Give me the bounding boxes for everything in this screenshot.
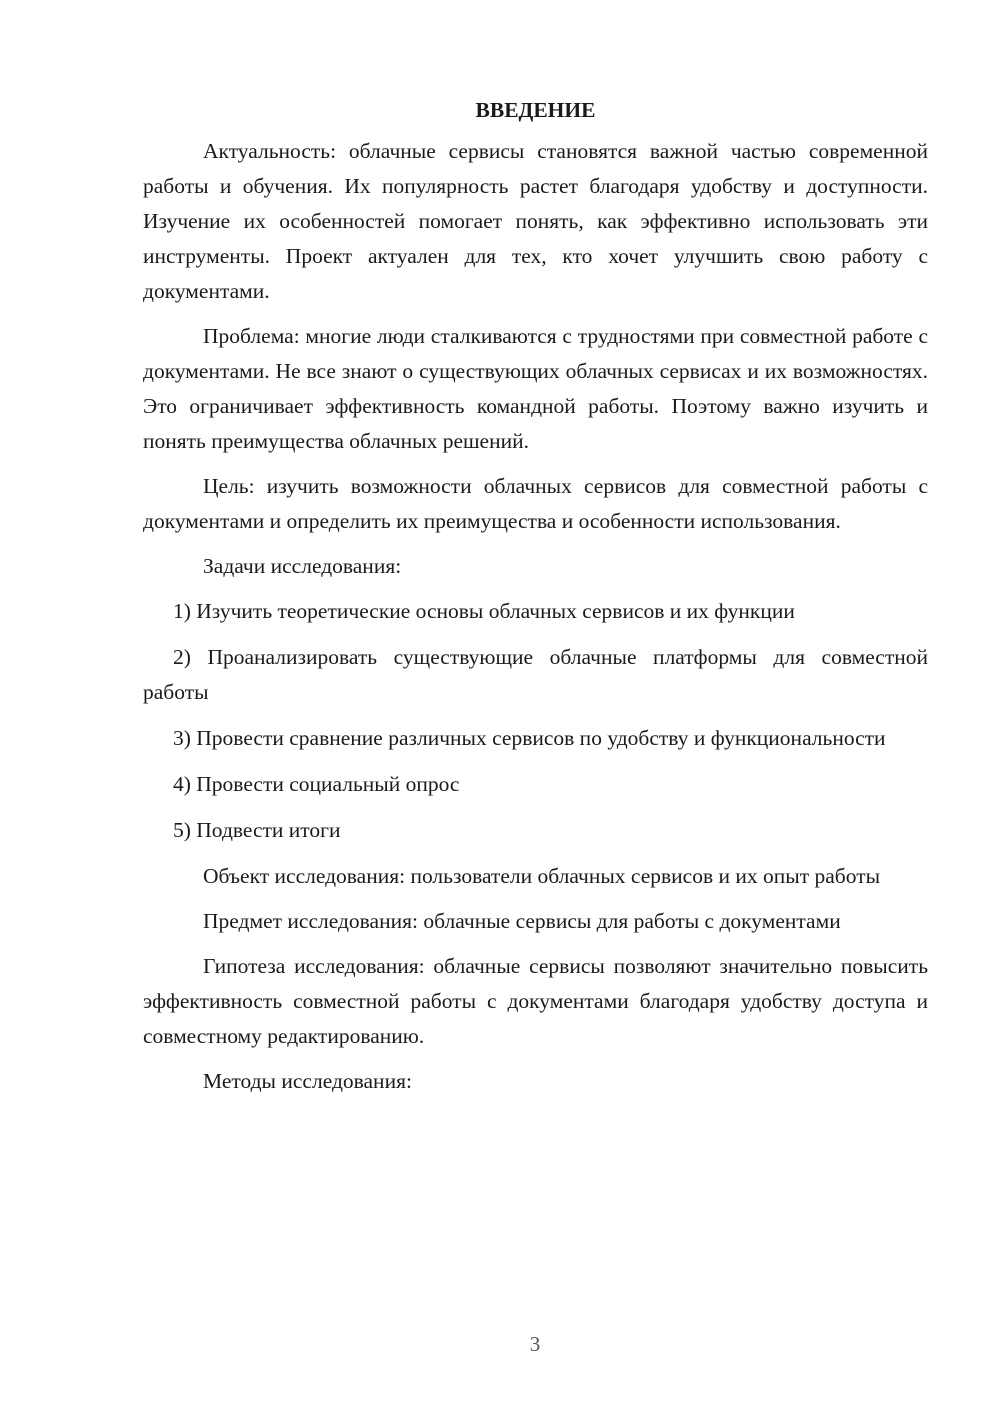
page-title: ВВЕДЕНИЕ <box>475 98 596 122</box>
paragraph-hypothesis: Гипотеза исследования: облачные сервисы позволяют значительно повысить эффективность совместной работы с документами благодаря удобству доступа и совместному редактированию. <box>143 954 928 1048</box>
list-item: 4) Провести социальный опрос <box>173 772 460 796</box>
tasks-heading: Задачи исследования: <box>203 554 402 578</box>
paragraph-relevance: Актуальность: облачные сервисы становятся важной частью современной работы и обучения. Их популярность растет благодаря удобству и доступности. Изучение их особенностей помогает понять, как эффективно использовать эти инструменты. Проект актуален для тех, кто хочет улучшить свою работу с документами. <box>143 139 928 303</box>
list-item: 1) Изучить теоретические основы облачных сервисов и их функции <box>173 599 795 623</box>
paragraph-problem: Проблема: многие люди сталкиваются с трудностями при совместной работе с документами. Не все знают о существующих облачных сервисах и их возможностях. Это ограничивает эффективность командной работы. Поэтому важно изучить и понять преимущества облачных решений. <box>143 324 928 453</box>
paragraph-object: Объект исследования: пользователи облачных сервисов и их опыт работы <box>203 864 881 888</box>
list-item: 2) Проанализировать существующие облачные платформы для совместной работы <box>143 645 928 704</box>
page-number: 3 <box>529 1332 541 1356</box>
paragraph-subject: Предмет исследования: облачные сервисы для работы с документами <box>203 909 841 933</box>
methods-heading: Методы исследования: <box>203 1069 412 1093</box>
tasks-list <box>143 594 928 848</box>
paragraph-goal: Цель: изучить возможности облачных сервисов для совместной работы с документами и определить их преимущества и особенности использования. <box>143 474 928 533</box>
list-item: 3) Провести сравнение различных сервисов по удобству и функциональности <box>173 726 886 750</box>
list-item: 5) Подвести итоги <box>173 818 341 842</box>
document-page <box>143 93 928 1109</box>
